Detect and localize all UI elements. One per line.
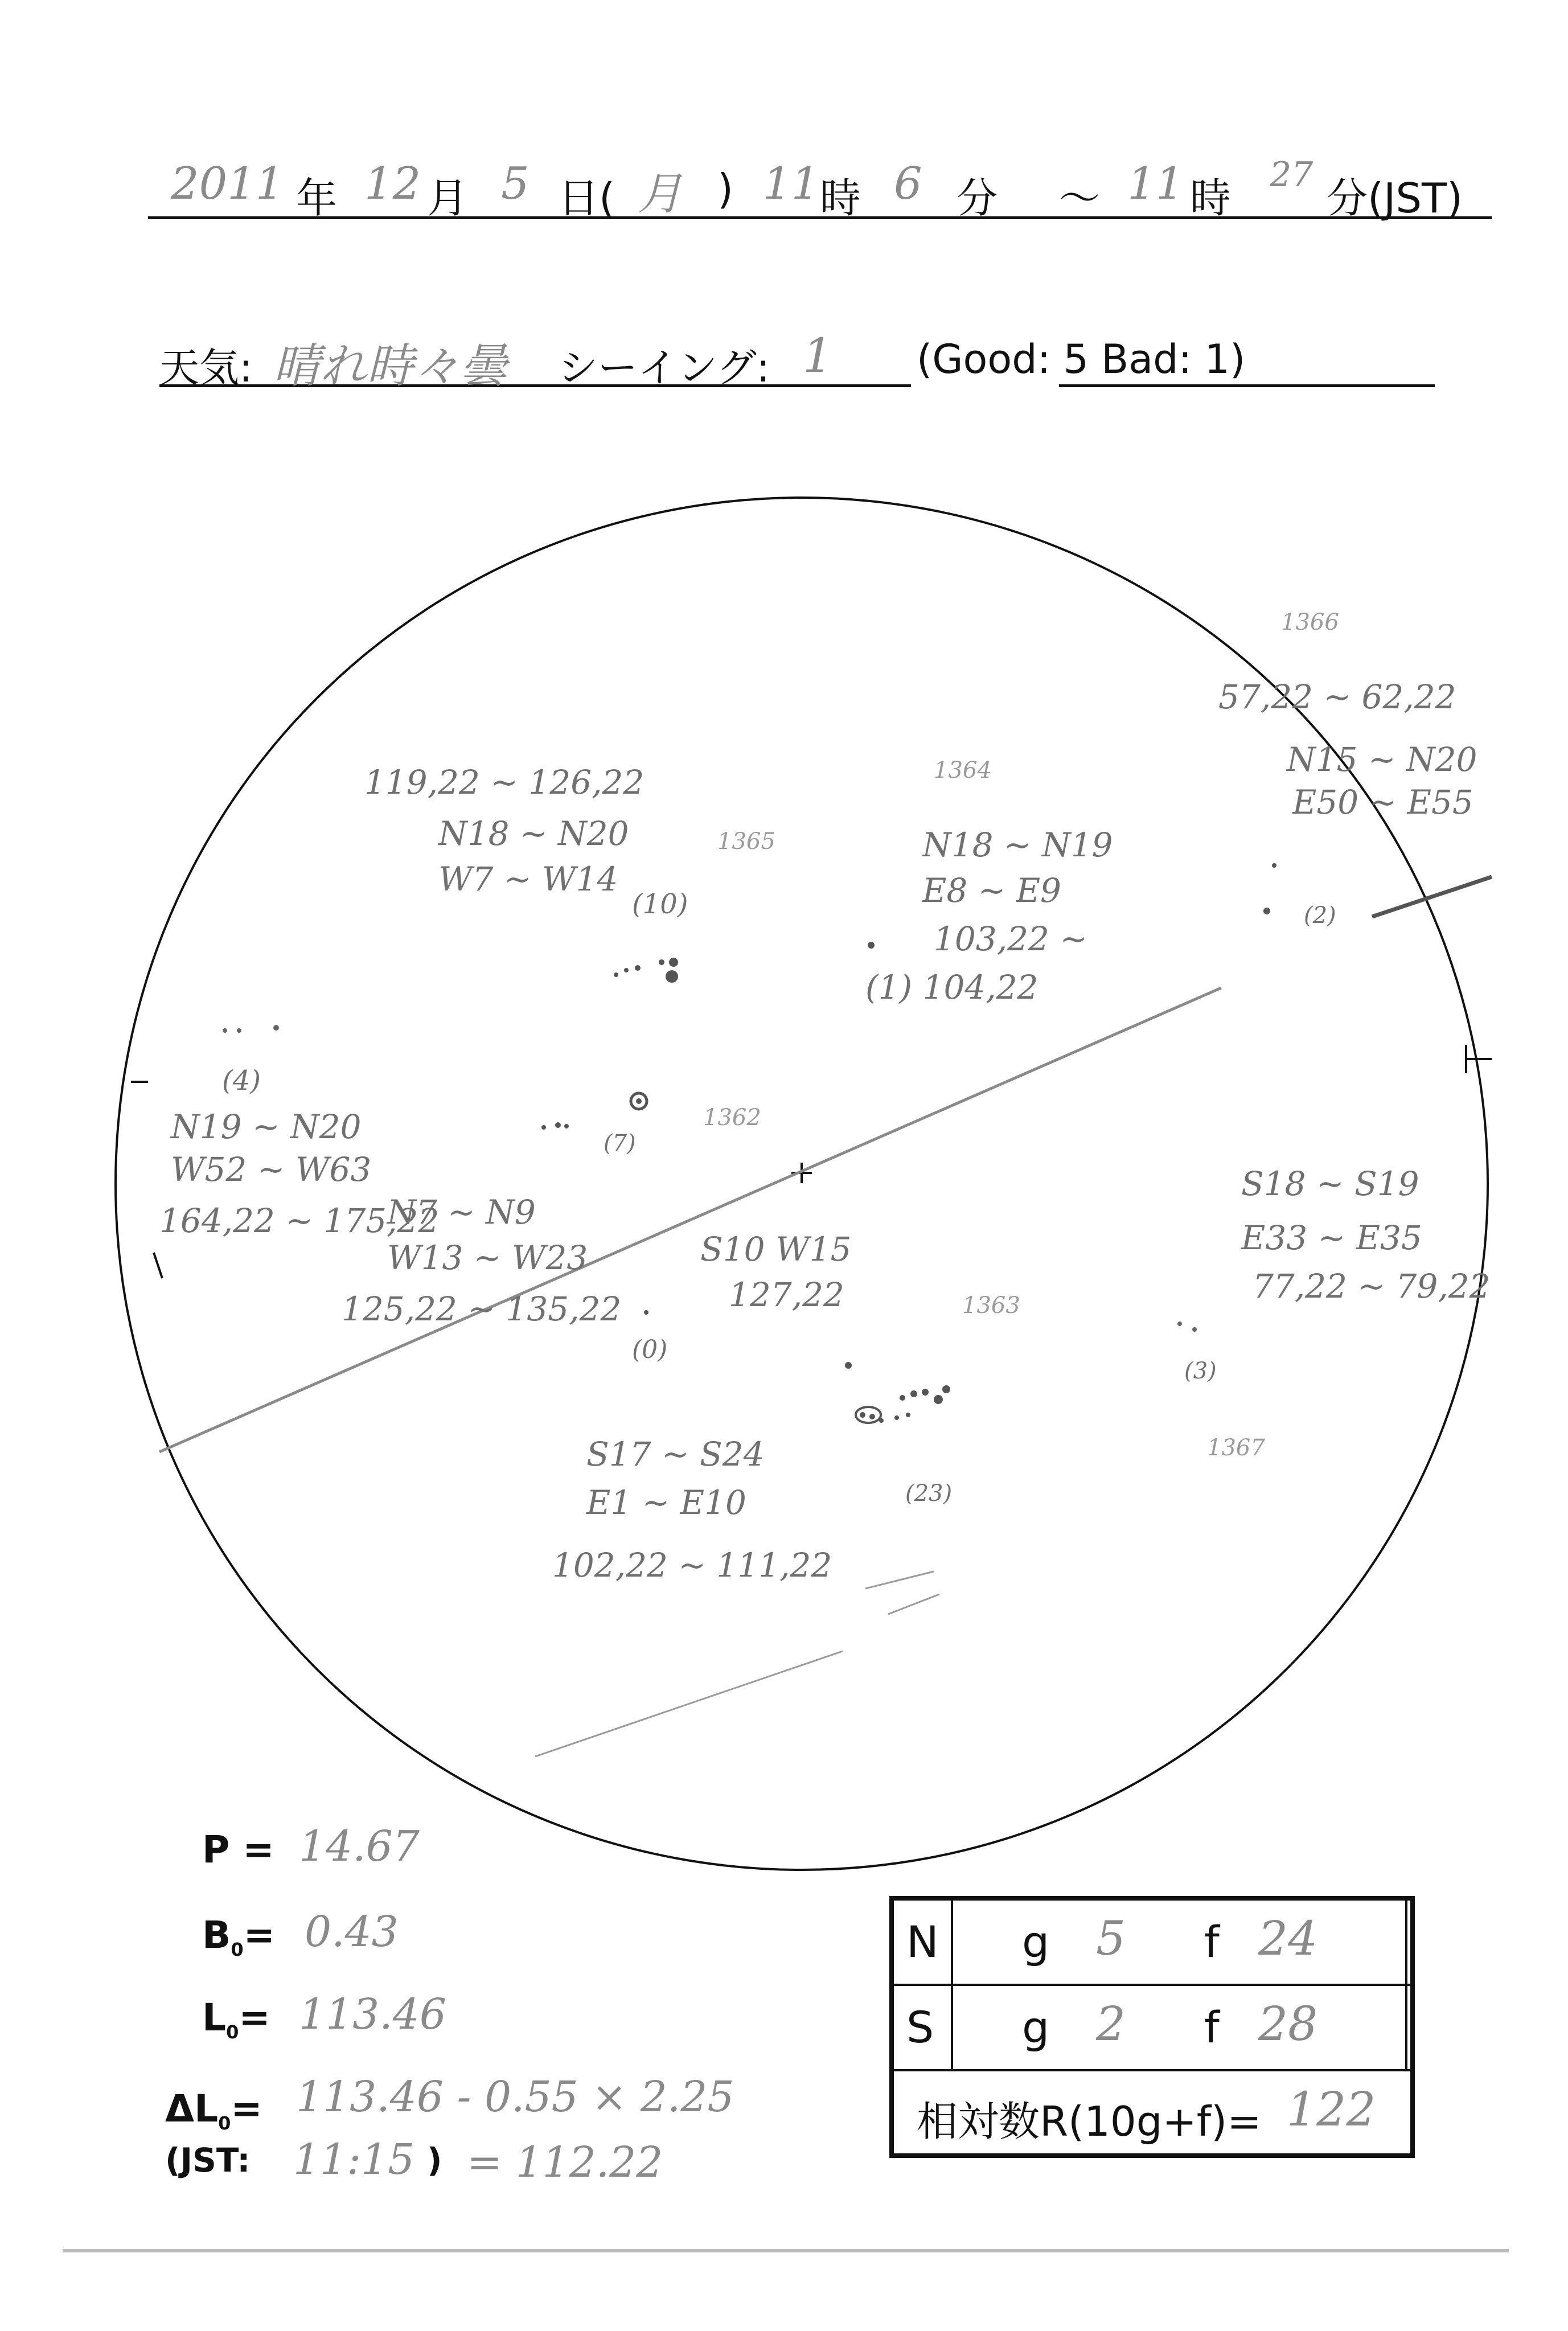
l0-value: 113.46 — [299, 1990, 446, 2039]
month-label: 月 — [427, 174, 469, 222]
group-1366-latitude: N15 ~ N20 — [1287, 740, 1477, 779]
south-f-value: 28 — [1258, 1997, 1318, 2051]
seeing-scale: (Good: 5 Bad: 1) — [917, 336, 1246, 383]
weather-value: 晴れ時々曇 — [273, 339, 507, 393]
day-value: 5 — [501, 158, 529, 210]
group-1367-meridian: E33 ~ E35 — [1241, 1218, 1422, 1257]
p-angle-label: P = — [202, 1828, 274, 1872]
ar-1363-label: 1363 — [962, 1292, 1020, 1319]
group-1362-count: (7) — [604, 1130, 636, 1156]
sunspot-count-table — [889, 1896, 1415, 2158]
group-1364-meridian: E8 ~ E9 — [922, 871, 1061, 910]
group-1364-longitude-start: 103,22 ~ — [934, 920, 1087, 958]
start-minute-label: 分 — [957, 174, 998, 222]
west-lower-tick — [154, 1253, 162, 1278]
north-f-value: 24 — [1258, 1912, 1318, 1966]
b0-label: $B_0=$ — [202, 1913, 275, 1961]
south-g-value: 2 — [1096, 1997, 1126, 2051]
group-1363-latitude: S17 ~ S24 — [586, 1435, 765, 1474]
ar-1367-label: 1367 — [1207, 1435, 1265, 1461]
group-1366-count: (2) — [1304, 902, 1336, 929]
group-1365-meridian: W7 ~ W14 — [438, 860, 618, 898]
group-west-meridian: W52 ~ W63 — [171, 1150, 372, 1189]
group-s10w15-longitude: 127,22 — [729, 1275, 844, 1314]
start-minute-value: 6 — [894, 158, 922, 210]
group-1366-longitude: 57,22 ~ 62,22 — [1218, 678, 1456, 716]
group-1367-longitude: 77,22 ~ 79,22 — [1253, 1267, 1491, 1306]
delta-l0-value: 113.46 - 0.55 × 2.25 — [296, 2073, 734, 2121]
sunspot-group-1367 — [1177, 1322, 1197, 1332]
jst-value: 11:15 — [293, 2135, 415, 2184]
sunspot-group-1366 — [1263, 863, 1276, 914]
group-1364-longitude-end: (1) 104,22 — [865, 968, 1039, 1007]
jst-close: ) — [427, 2141, 442, 2180]
weather-label: 天気: — [159, 344, 253, 391]
jst-result: = 112.22 — [467, 2138, 663, 2187]
seeing-label: シーイング: — [558, 344, 770, 391]
north-g-label: g — [1022, 1916, 1050, 1967]
group-1365-latitude: N18 ~ N20 — [438, 814, 629, 853]
weekday-value: 月 — [638, 169, 683, 220]
south-f-label: f — [1204, 2002, 1220, 2053]
south-label: S — [906, 2002, 934, 2053]
year-value: 2011 — [171, 158, 284, 210]
group-1363-count: (23) — [905, 1480, 953, 1507]
group-1362-meridian: W13 ~ W23 — [387, 1238, 588, 1277]
start-hour-value: 11 — [763, 158, 820, 210]
ar-1366-label: 1366 — [1281, 609, 1339, 635]
limb-scale-ticks — [535, 1571, 939, 1757]
group-1365-count: (10) — [632, 888, 688, 920]
north-row — [894, 1901, 1410, 1986]
ar-1364-label: 1364 — [934, 757, 992, 783]
range-tilde: ～ — [1059, 174, 1101, 222]
ar-1365-label: 1365 — [717, 828, 775, 855]
group-s10w15-position: S10 W15 — [700, 1230, 852, 1269]
group-s10w15-count: (0) — [632, 1335, 668, 1364]
month-value: 12 — [364, 158, 421, 210]
jst-label: (JST: — [165, 2141, 251, 2180]
sunspot-group-1362 — [541, 1093, 647, 1130]
group-1362-longitude: 125,22 ~ 135,22 — [342, 1290, 622, 1328]
north-f-label: f — [1204, 1916, 1220, 1967]
group-west-count: (4) — [222, 1065, 261, 1097]
north-g-value: 5 — [1096, 1912, 1126, 1966]
sunspot-group-1364 — [868, 942, 875, 949]
b0-value: 0.43 — [305, 1907, 399, 1956]
relative-number-value: 122 — [1287, 2083, 1376, 2137]
sunspot-group-1365 — [614, 958, 678, 983]
group-1367-latitude: S18 ~ S19 — [1241, 1164, 1419, 1203]
group-1363-longitude: 102,22 ~ 111,22 — [552, 1546, 832, 1585]
group-1363-meridian: E1 ~ E10 — [586, 1483, 746, 1522]
page-bottom-edge — [63, 2249, 1509, 2252]
p-angle-value: 14.67 — [299, 1822, 420, 1871]
ar-1362-label: 1362 — [703, 1105, 761, 1131]
start-hour-label: 時 — [820, 174, 861, 222]
group-west-longitude: 164,22 ~ 175,22 — [159, 1201, 440, 1240]
group-west-latitude: N19 ~ N20 — [171, 1107, 362, 1146]
sunspot-group-west — [223, 1025, 279, 1033]
seeing-value: 1 — [803, 329, 833, 383]
group-1366-meridian: E50 ~ E55 — [1292, 783, 1473, 822]
sunspot-s10w15 — [644, 1310, 648, 1315]
day-label: 日( — [558, 174, 615, 222]
relative-number-label: 相対数R(10g+f)= — [917, 2098, 1262, 2145]
relative-number-row — [894, 2071, 1410, 2153]
hemisphere-column-divider — [951, 1901, 953, 2071]
group-1364-latitude: N18 ~ N19 — [922, 826, 1113, 864]
l0-label: $L_0=$ — [202, 1996, 270, 2043]
sunspot-group-1363 — [845, 1362, 950, 1423]
north-label: N — [906, 1916, 939, 1967]
group-1365-longitude: 119,22 ~ 126,22 — [364, 763, 645, 802]
south-row — [894, 1986, 1410, 2071]
end-hour-label: 時 — [1190, 174, 1232, 222]
delta-l0-label: $\Delta L_0=$ — [165, 2087, 262, 2135]
year-label: 年 — [296, 174, 338, 222]
group-1362-latitude: N7 ~ N9 — [387, 1193, 536, 1232]
end-minute-value: 27 — [1270, 155, 1313, 195]
weekday-close: ) — [717, 165, 734, 213]
end-minute-label-tz: 分(JST) — [1327, 174, 1463, 222]
south-g-label: g — [1022, 2002, 1050, 2053]
end-hour-value: 11 — [1127, 158, 1184, 210]
group-1367-count: (3) — [1184, 1358, 1217, 1384]
right-column-divider — [1405, 1901, 1407, 2071]
